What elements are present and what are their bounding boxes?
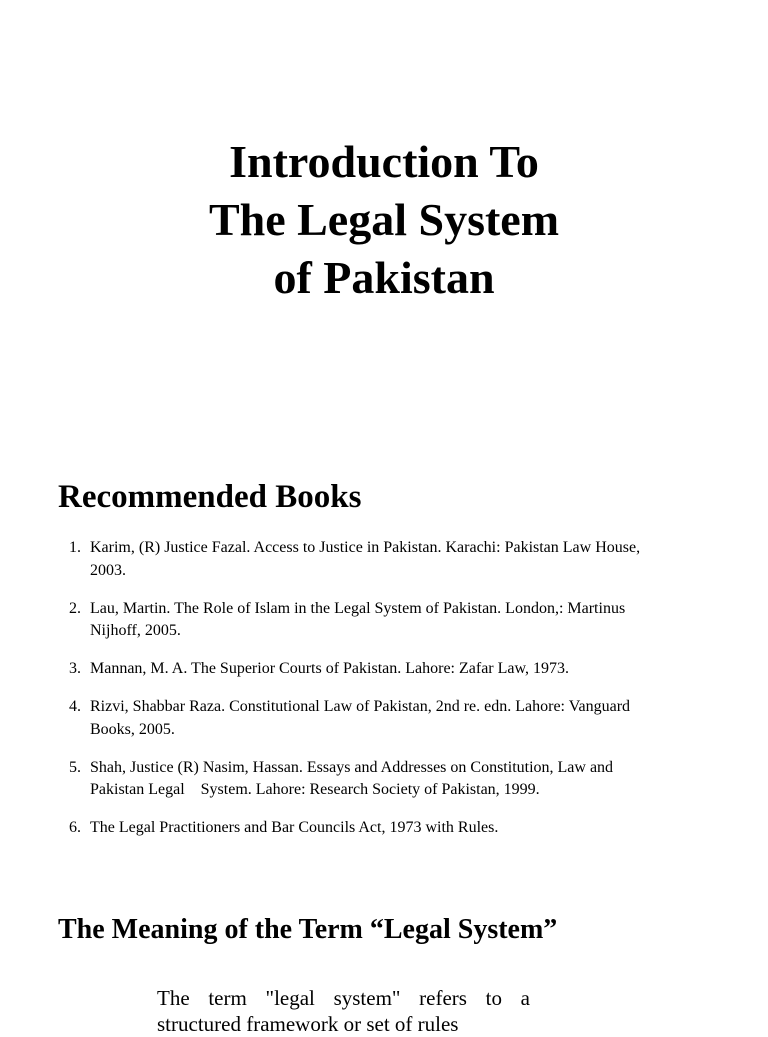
meaning-section-heading: The Meaning of the Term “Legal System” <box>58 914 558 945</box>
list-item-text: Lau, Martin. The Role of Islam in the Legal System of Pakistan. London,: Martinus Nijhoff, 2005. <box>90 599 630 639</box>
document-title <box>0 133 768 307</box>
list-item <box>58 658 658 681</box>
list-item-text: Shah, Justice (R) Nasim, Hassan. Essays and Addresses on Constitution, Law and Pakistan Legal System. Lahore: Research Society of Pakistan, 1999. <box>90 758 618 798</box>
recommended-books-heading: Recommended Books <box>58 479 362 515</box>
recommended-books-list <box>58 537 658 855</box>
list-item <box>58 757 658 802</box>
list-item-text: Rizvi, Shabbar Raza. Constitutional Law of Pakistan, 2nd re. edn. Lahore: Vanguard Books, 2005. <box>90 698 635 738</box>
title-line-3: of Pakistan <box>273 252 495 303</box>
list-item-number: 3. <box>69 660 81 677</box>
title-line-2: The Legal System <box>208 194 560 245</box>
list-item-number: 4. <box>69 698 81 715</box>
list-item-text: The Legal Practitioners and Bar Councils Act, 1973 with Rules. <box>90 819 499 836</box>
list-item <box>58 696 658 741</box>
list-item-text: Mannan, M. A. The Superior Courts of Pakistan. Lahore: Zafar Law, 1973. <box>90 660 570 677</box>
list-item-text: Karim, (R) Justice Fazal. Access to Justice in Pakistan. Karachi: Pakistan Law House, 2003. <box>90 539 645 579</box>
list-item-number: 1. <box>69 539 81 556</box>
list-item <box>58 537 658 582</box>
list-item <box>58 817 658 840</box>
meaning-paragraph: The term "legal system" refers to a structured framework or set of rules <box>157 986 530 1036</box>
list-item-number: 6. <box>69 819 81 836</box>
title-line-1: Introduction To <box>229 136 539 187</box>
list-item <box>58 598 658 643</box>
list-item-number: 2. <box>69 599 81 617</box>
list-item-number: 5. <box>69 758 81 776</box>
